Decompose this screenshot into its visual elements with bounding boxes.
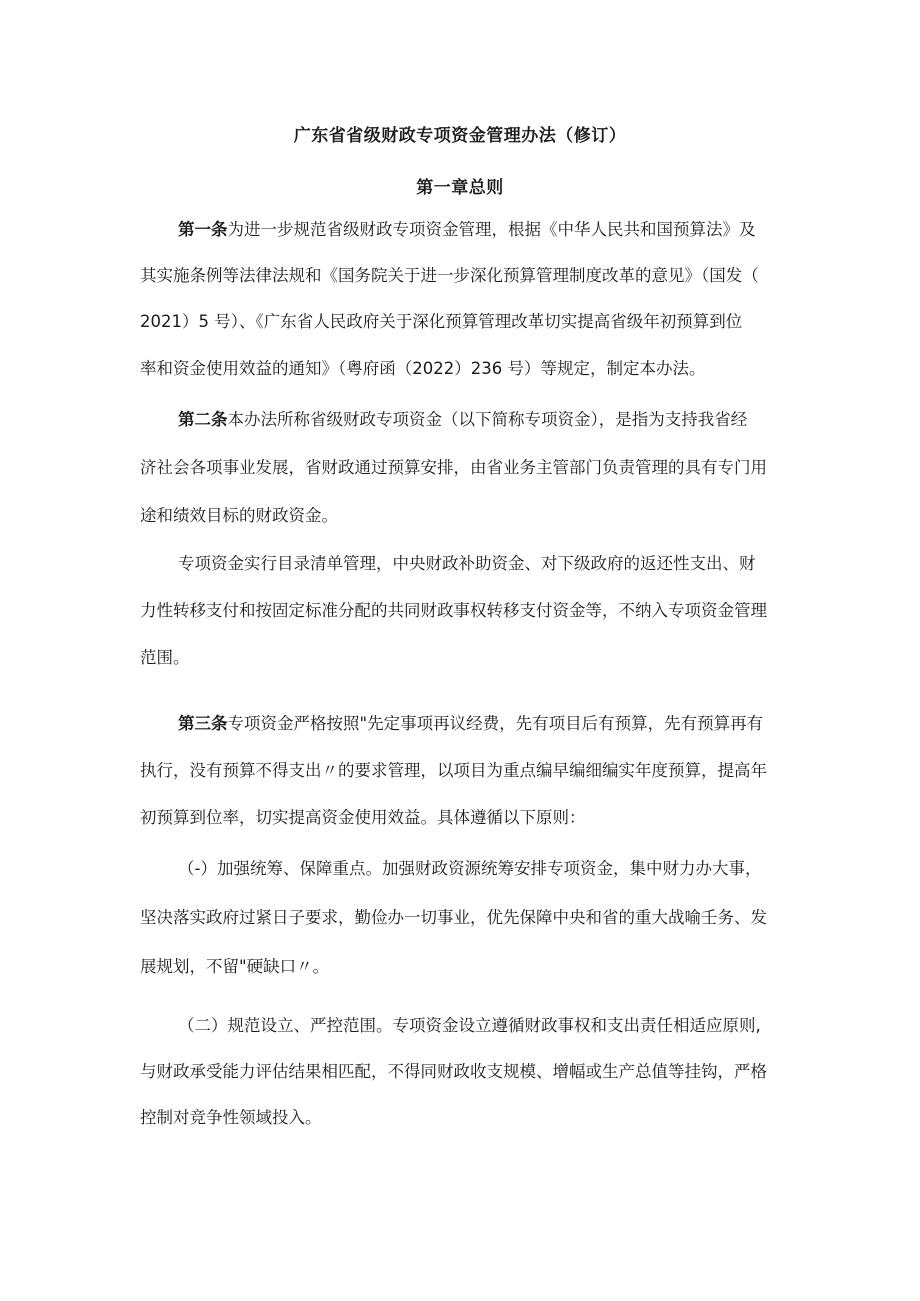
- document-title: 广东省省级财政专项资金管理办法（修订）: [293, 126, 627, 146]
- article-2-p2-line-3: 范围。: [140, 648, 190, 667]
- principle-1-line-2: 坚决落实政府过紧日子要求，勤俭办一切事业，优先保障中央和省的重大战喻壬务、发: [140, 908, 767, 927]
- article-1-line-1: 第一条为进一步规范省级财政专项资金管理，根据《中华人民共和国预算法》及: [178, 220, 756, 239]
- article-2-lead: 第二条: [178, 410, 228, 429]
- principle-1-line-3: 展规划，不留"硬缺口〃。: [140, 957, 330, 976]
- principle-2-line-3: 控制对竞争性领域投入。: [140, 1108, 322, 1127]
- article-3-line-3: 初预算到位率，切实提高资金使用效益。具体遵循以下原则：: [140, 808, 586, 827]
- article-3-line-2: 执行，没有预算不得支出〃的要求管理，以项目为重点编早编细编实年度预算，提高年: [140, 761, 767, 780]
- article-3-line-1: 第三条专项资金严格按照"先定事项再议经费，先有项目后有预算，先有预算再有: [178, 714, 764, 733]
- article-2-line-1: 第二条本办法所称省级财政专项资金（以下简称专项资金），是指为支持我省经: [178, 410, 748, 429]
- principle-2-line-2: 与财政承受能力评估结果相匹配，不得同财政收支规模、增幅或生产总值等挂钩，严格: [140, 1062, 767, 1081]
- principle-1-line-1: （-）加强统筹、保障重点。加强财政资源统筹安排专项资金，集中财力办大事，: [178, 859, 762, 878]
- principle-2-line-1: （二）规范设立、严控范围。专项资金设立遵循财政事权和支出责任相适应原则,: [178, 1016, 761, 1035]
- article-3-lead: 第三条: [178, 714, 228, 733]
- article-2-p2-line-2: 力性转移支付和按固定标准分配的共同财政事权转移支付资金等，不纳入专项资金管理: [140, 601, 767, 620]
- article-1-lead: 第一条: [178, 220, 228, 239]
- article-1-line-4: 率和资金使用效益的通知》（粤府函（2022）236 号）等规定，制定本办法。: [140, 359, 706, 378]
- article-1-line-2: 其实施条例等法律法规和《国务院关于进一步深化预算管理制度改革的意见》（国发（: [140, 266, 759, 285]
- chapter-title: 第一章总则: [416, 178, 504, 198]
- article-2-line-2: 济社会各项事业发展，省财政通过预算安排，由省业务主管部门负责管理的具有专门用: [140, 458, 767, 477]
- article-2-p2-line-1: 专项资金实行目录清单管理，中央财政补助资金、对下级政府的返还性支出、财: [178, 554, 756, 573]
- article-1-line-3: 2021）5 号）、《广东省人民政府关于深化预算管理改革切实提高省级年初预算到位: [140, 312, 743, 331]
- article-2-line-3: 途和绩效目标的财政资金。: [140, 506, 338, 525]
